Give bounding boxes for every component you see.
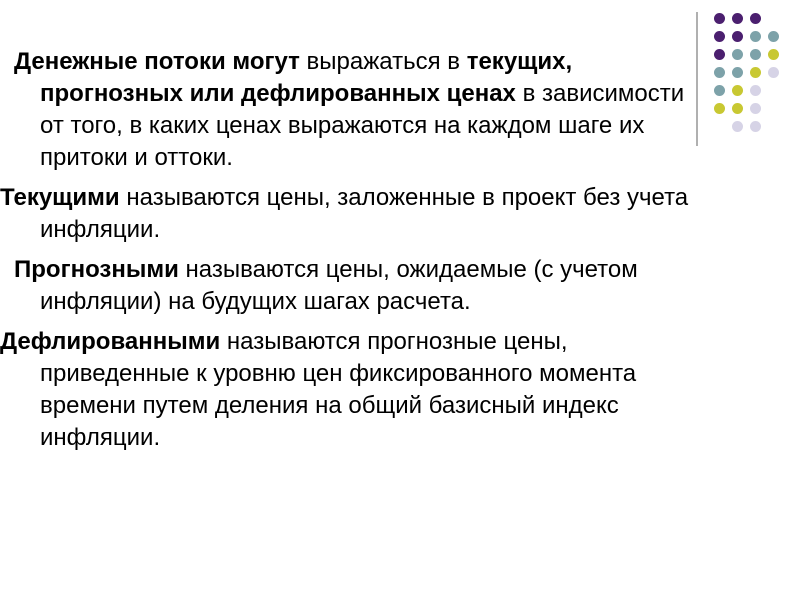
decorative-dot (714, 85, 725, 96)
term-current: Текущими (0, 184, 120, 211)
decorative-dot (732, 67, 743, 78)
definition-forecast: называются цены, ожидаемые (с учетом инфляции) на будущих шагах расчета. (40, 256, 638, 315)
paragraph-cash-flows-bold: Денежные потоки могут (14, 48, 300, 75)
decorative-dot-grid (705, 0, 800, 140)
definition-deflated: называются прогнозные цены, приведенные к уровню цен фиксированного момента времени путем деления на общий базисный индекс инфляции. (40, 328, 637, 451)
decorative-dot (714, 49, 725, 60)
paragraph-deflated-prices (0, 326, 690, 454)
decorative-dot (768, 31, 779, 42)
decorative-dot (768, 67, 779, 78)
term-deflated: Дефлированными (0, 328, 221, 355)
decorative-dot (750, 67, 761, 78)
decorative-dot (750, 31, 761, 42)
paragraph-cash-flows-text: выражаться в (299, 48, 467, 75)
decorative-dot (750, 49, 761, 60)
decorative-dot (750, 13, 761, 24)
decorative-dot (732, 49, 743, 60)
decorative-dot (732, 103, 743, 114)
paragraph-current-prices (0, 182, 690, 246)
decorative-dot (732, 121, 743, 132)
decorative-dot (732, 13, 743, 24)
paragraph-cash-flows (0, 46, 690, 174)
paragraph-forecast-prices (0, 254, 690, 318)
paragraph-cash-flows-bold-2: текущих, прогнозных или дефлированных ценах (40, 48, 573, 107)
decorative-dot (750, 103, 761, 114)
decorative-dot (768, 49, 779, 60)
decorative-divider (696, 12, 698, 146)
decorative-dot (750, 85, 761, 96)
decorative-dot (714, 67, 725, 78)
decorative-dot (714, 31, 725, 42)
decorative-dot (750, 121, 761, 132)
slide-body (0, 46, 690, 462)
decorative-dot (714, 13, 725, 24)
paragraph-cash-flows-text-2: в зависимости от того, в каких ценах выражаются на каждом шаге их притоки и оттоки. (40, 80, 685, 171)
decorative-dot (732, 31, 743, 42)
definition-current: называются цены, заложенные в проект без учета инфляции. (40, 184, 689, 243)
term-forecast: Прогнозными (14, 256, 179, 283)
decorative-dot (732, 85, 743, 96)
decorative-dot (714, 103, 725, 114)
